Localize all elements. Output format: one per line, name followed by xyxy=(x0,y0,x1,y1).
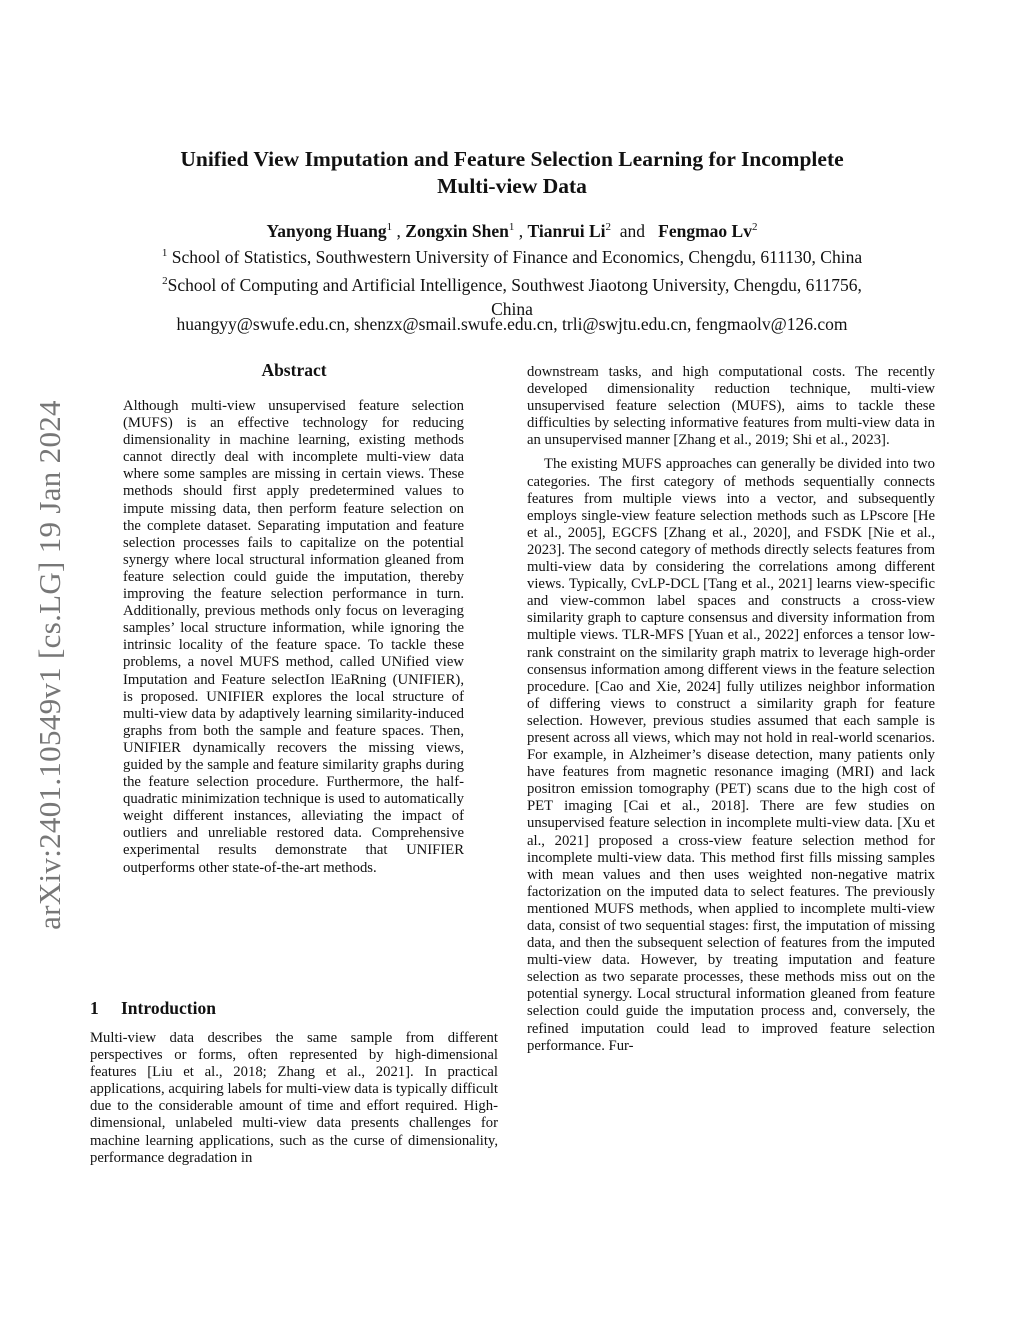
left-column-text xyxy=(90,1030,498,1167)
abstract-body: Although multi-view unsupervised feature selection (MUFS) is an effective technology for reducing dimensionality in machine learning, existing methods cannot directly deal with incomplete multi-view data where some samples are missing in certain views. These methods should first apply predetermined values to impute missing data, then perform feature selection on the complete dataset. Separating imputation and feature selection processes fails to capitalize on the potential synergy where local structural information gleaned from feature selection could guide the imputation, thereby improving the feature selection performance in turn. Additionally, previous methods only focus on leveraging samples’ local structure information, while ignoring the intrinsic locality of the feature space. To tackle these problems, a novel MUFS method, called UNified view Imputation and Feature selectIon lEaRning (UNIFIER), is proposed. UNIFIER explores the local structure of multi-view data by adaptively learning similarity-induced graphs from both the sample and feature spaces. Then, UNIFIER dynamically recovers the missing views, guided by the sample and feature similarity graphs during the feature selection procedure. Furthermore, the half-quadratic minimization technique is used to automatically weight different instances, alleviating the impact of outliers and unreliable restored data. Comprehensive experimental results demonstrate that UNIFIER outperforms other state-of-the-art methods. xyxy=(123,398,464,876)
title-line-1: Unified View Imputation and Feature Selection Learning for Incomplete xyxy=(180,147,844,171)
title-line-2: Multi-view Data xyxy=(437,174,587,198)
affiliation-country: China xyxy=(491,298,533,319)
author-sup: 2 xyxy=(751,221,758,233)
arxiv-stamp xyxy=(30,360,70,970)
author-sup: 1 xyxy=(386,221,393,233)
intro-paragraph-1: Multi-view data describes the same sample from different perspectives or forms, often represented by high-dimensional features [Liu et al., 2018; Zhang et al., 2021]. In practical applications, acquiring labels for multi-view data is typically difficult due to the considerable amount of time and effort required. High-dimensional, unlabeled multi-view data presents challenges for machine learning applications, such as the curse of dimensionality, performance degradation in xyxy=(90,1030,499,1166)
paper-title xyxy=(110,146,914,200)
author-list xyxy=(110,215,914,243)
author-name: Tianrui Li xyxy=(527,220,606,241)
section-title: Introduction xyxy=(121,998,216,1018)
affiliation-2 xyxy=(100,269,924,297)
intro-paragraph-3: The existing MUFS approaches can generally be divided into two categories. The first category of methods sequentially connects features from multiple views into a vector, and subsequently employs single-view feature selection methods such as LPscore [He et al., 2005], EGCFS [Zhang et al., 2020], and FSDK [Nie et al., 2023]. The second category of methods directly selects features from multi-view data by considering the correlations among different views. Typically, CvLP-DCL [Tang et al., 2021] learns view-specific and view-common label spaces and constructs a cross-view similarity graph to capture consensus and diversity information from multiple views. TLR-MFS [Yuan et al., 2022] enforces a tensor low-rank constraint on the similarity graph matrix to leverage high-order consensus information among different views in the feature selection procedure. [Cao and Xie, 2024] fully utilizes neighbor information of differing views to construct a similarity graph for feature selection. However, previous studies assumed that each sample is present across all views, which may not hold in real-world scenarios. For example, in Alzheimer’s disease detection, many patients only have features from magnetic resonance imaging (MRI) and lack positron emission tomography (PET) scans due to the high cost of PET imaging [Cai et al., 2018]. There are few studies on unsupervised feature selection in incomplete multi-view data. [Xu et al., 2021] proposed a cross-view feature selection method for incomplete multi-view data. This method first fills missing samples with mean values and then uses weighted non-negative matrix factorization on the imputed data to select features. The previously mentioned MUFS methods, when applied to incomplete multi-view data, consist of two sequential stages: first, the imputation of missing data, and then the subsequent selection of features from the imputed multi-view data. However, by treating imputation and feature selection as two separate processes, these methods miss out on the potential synergy. Local structural information gleaned from feature selection could guide the imputation process and, conversely, the refined imputation could lead to improved feature selection performance. Fur- xyxy=(527,456,935,1054)
affiliation-1 xyxy=(100,241,924,269)
affiliation-sup: 1 xyxy=(161,247,168,259)
abstract-heading: Abstract xyxy=(261,360,327,380)
author-sep: , xyxy=(514,220,528,241)
affiliations xyxy=(100,241,924,321)
author-name: Fengmao Lv xyxy=(658,220,752,241)
affiliation-text: School of Computing and Artificial Intelligence, Southwest Jiaotong University, Chengdu, 611756, xyxy=(167,274,862,295)
affiliation-sup: 2 xyxy=(162,274,168,287)
author-name: Zongxin Shen xyxy=(405,220,509,241)
section-number: 1 xyxy=(90,998,99,1018)
intro-paragraph-2: downstream tasks, and high computational costs. The recently developed dimensionality reduction technique, multi-view unsupervised feature selection (MUFS), aims to tackle these difficulties by selecting informative features from multi-view data in an unsupervised manner [Zhang et al., 2019; Shi et al., 2023]. xyxy=(527,364,935,449)
author-emails: huangyy@swufe.edu.cn, shenzx@smail.swufe.edu.cn, trli@swjtu.edu.cn, fengmaolv@126.com xyxy=(176,314,848,334)
affiliation-text: School of Statistics, Southwestern University of Finance and Economics, Chengdu, 611130, China xyxy=(167,246,863,267)
author-sep: and xyxy=(610,220,654,241)
author-sep: , xyxy=(392,220,406,241)
section-heading-introduction xyxy=(90,998,216,1019)
right-column-text xyxy=(527,364,935,1055)
author-name: Yanyong Huang xyxy=(266,220,387,241)
author-sup: 2 xyxy=(605,221,611,233)
author-sup: 1 xyxy=(508,221,515,233)
arxiv-stamp-text: arXiv:2401.10549v1 [cs.LG] 19 Jan 2024 xyxy=(32,400,67,930)
